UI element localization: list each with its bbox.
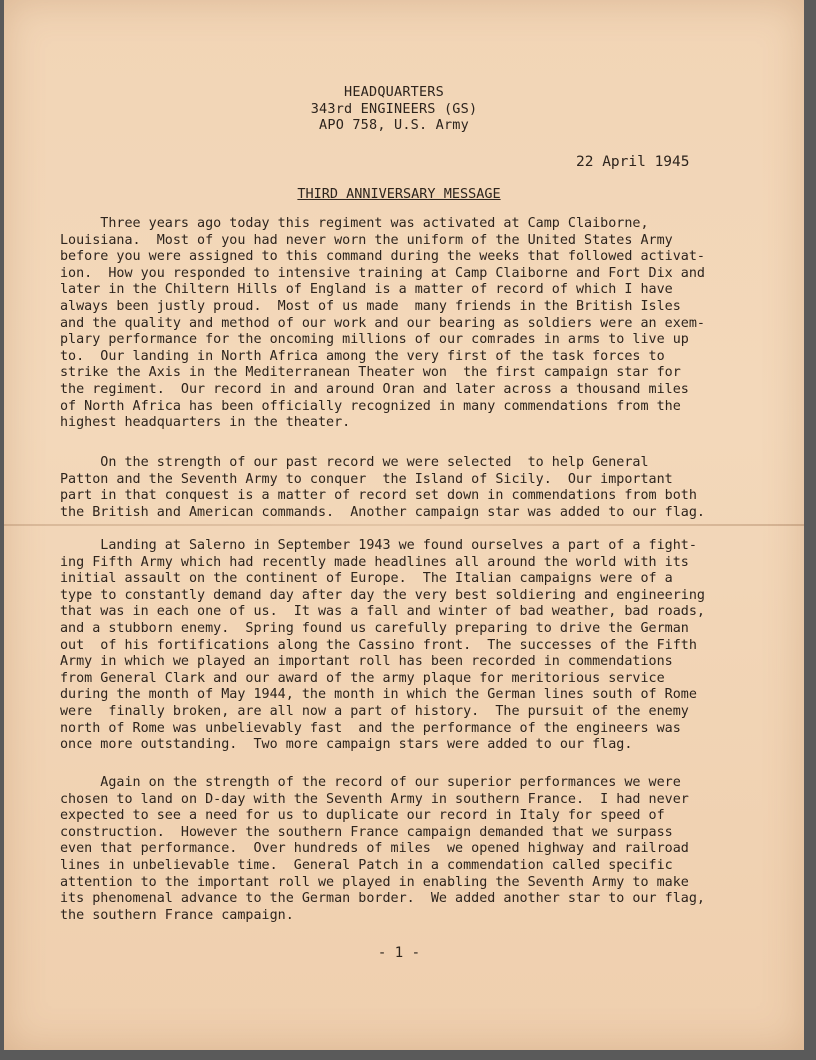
paragraph-line: and the quality and method of our work and our bearing as soldiers were an exem- <box>60 315 705 331</box>
paragraph-4 <box>60 775 740 924</box>
letterhead-line-2: 343rd ENGINEERS (GS) <box>310 100 478 117</box>
paragraph-line: expected to see a need for us to duplicate our record in Italy for speed of <box>60 808 665 824</box>
paragraph-line: of North Africa has been officially recognized in many commendations from the <box>60 398 681 414</box>
paragraph-line: highest headquarters in the theater. <box>60 415 351 431</box>
paragraph-2 <box>60 455 740 521</box>
paragraph-line: later in the Chiltern Hills of England is a matter of record of which I have <box>60 282 673 298</box>
paragraph-line: Patton and the Seventh Army to conquer the Island of Sicily. Our important <box>60 471 673 487</box>
paragraph-line: always been justly proud. Most of us made many friends in the British Isles <box>60 298 681 314</box>
paragraph-1 <box>60 216 740 432</box>
paragraph-line: once more outstanding. Two more campaign stars were added to our flag. <box>60 737 633 753</box>
paragraph-line: even that performance. Over hundreds of miles we opened highway and railroad <box>60 841 689 857</box>
paragraph-line: before you were assigned to this command during the weeks that followed activat- <box>60 249 705 265</box>
paragraph-line: Again on the strength of the record of our superior performances we were <box>60 775 681 790</box>
paragraph-line: the southern France campaign. <box>60 907 294 923</box>
letterhead-line-1: HEADQUARTERS <box>344 84 444 100</box>
paragraph-line: its phenomenal advance to the German border. We added another star to our flag, <box>60 891 705 907</box>
paper-fold-line <box>4 524 804 526</box>
paragraph-line: strike the Axis in the Mediterranean Theater won the first campaign star for <box>60 365 681 381</box>
paragraph-line: during the month of May 1944, the month in which the German lines south of Rome <box>60 687 697 703</box>
paragraph-line: and a stubborn enemy. Spring found us carefully preparing to drive the German <box>60 620 689 636</box>
paragraph-line: that was in each one of us. It was a fall and winter of bad weather, bad roads, <box>60 604 705 620</box>
paragraph-line: the regiment. Our record in and around Oran and later across a thousand miles <box>60 381 689 397</box>
paragraph-line: Three years ago today this regiment was activated at Camp Claiborne, <box>60 216 649 231</box>
paragraph-line: chosen to land on D-day with the Seventh Army in southern France. I had never <box>60 791 689 807</box>
paragraph-line: lines in unbelievable time. General Patch in a commendation called specific <box>60 857 673 873</box>
paragraph-line: construction. However the southern France campaign demanded that we surpass <box>60 824 673 840</box>
paragraph-line: Louisiana. Most of you had never worn the uniform of the United States Army <box>60 232 673 248</box>
paragraph-line: initial assault on the continent of Europe. The Italian campaigns were of a <box>60 571 673 587</box>
paragraph-line: ion. How you responded to intensive training at Camp Claiborne and Fort Dix and <box>60 265 705 281</box>
paragraph-line: plary performance for the oncoming millions of our comrades in arms to live up <box>60 332 689 348</box>
paragraph-line: north of Rome was unbelievably fast and the performance of the engineers was <box>60 720 681 736</box>
paragraph-line: the British and American commands. Another campaign star was added to our flag. <box>60 504 705 520</box>
paragraph-line: ing Fifth Army which had recently made headlines all around the world with its <box>60 554 689 570</box>
paragraph-line: to. Our landing in North Africa among the very first of the task forces to <box>60 348 665 364</box>
paragraph-3 <box>60 538 740 754</box>
paragraph-line: from General Clark and our award of the army plaque for meritorious service <box>60 670 665 686</box>
paragraph-line: Army in which we played an important roll has been recorded in commendations <box>60 654 673 670</box>
message-title-wrapper <box>4 186 794 202</box>
paragraph-line: attention to the important roll we played in enabling the Seventh Army to make <box>60 874 689 890</box>
paragraph-line: out of his fortifications along the Cassino front. The successes of the Fifth <box>60 637 697 653</box>
paragraph-line: On the strength of our past record we were selected to help General <box>60 455 649 470</box>
page-number: - 1 - <box>377 945 421 961</box>
message-title: THIRD ANNIVERSARY MESSAGE <box>297 186 501 202</box>
letterhead-line-3: APO 758, U.S. Army <box>319 117 469 133</box>
paragraph-line: Landing at Salerno in September 1943 we found ourselves a part of a fight- <box>60 538 697 553</box>
paragraph-line: were finally broken, are all now a part of history. The pursuit of the enemy <box>60 703 689 719</box>
paragraph-line: part in that conquest is a matter of record set down in commendations from both <box>60 488 697 504</box>
paragraph-line: type to constantly demand day after day the very best soldiering and engineering <box>60 587 705 603</box>
letter-date: 22 April 1945 <box>576 154 690 170</box>
letter-page <box>4 0 804 1050</box>
letterhead <box>254 84 534 134</box>
